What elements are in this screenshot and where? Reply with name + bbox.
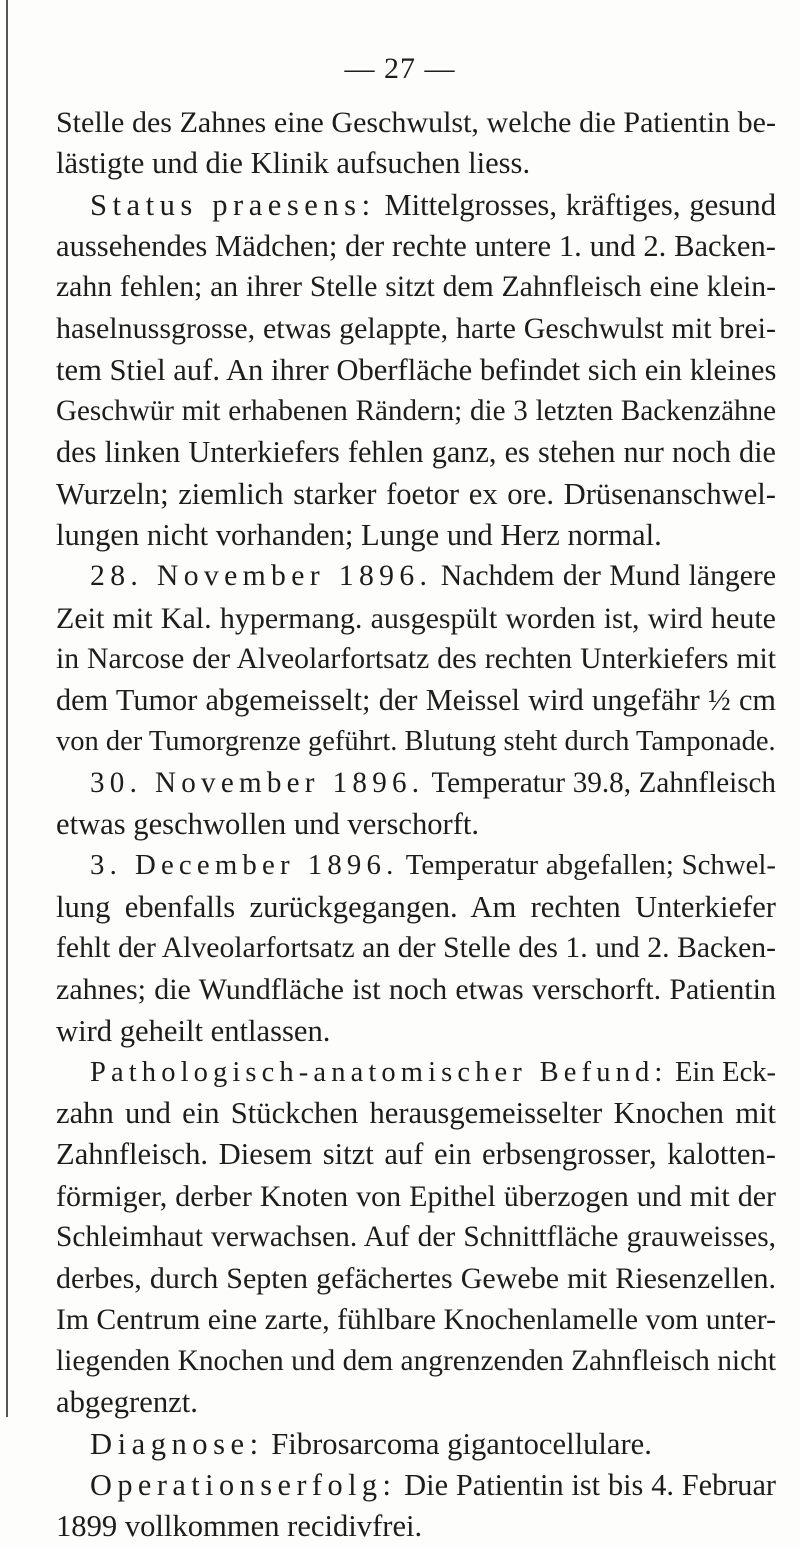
- body-text: [56, 102, 776, 1547]
- text-line: [56, 350, 776, 391]
- text-line: [56, 1217, 776, 1258]
- section-heading: Pathologisch-anatomischer Befund:: [90, 1056, 668, 1088]
- text-line: [56, 102, 776, 143]
- text-run: abgegrenzt.: [56, 1385, 198, 1420]
- text-line: [56, 1424, 776, 1465]
- text-line: [56, 308, 776, 349]
- text-run: Stelle des Zahnes eine Geschwulst, welche die Patientin be-: [56, 106, 776, 139]
- text-line: [56, 680, 776, 721]
- text-line: [56, 267, 776, 308]
- text-line: [56, 1506, 776, 1547]
- text-run: Ein Eck-: [667, 1056, 776, 1088]
- text-run: wird geheilt entlassen.: [56, 1013, 331, 1048]
- section-heading: 3. December 1896.: [90, 849, 399, 882]
- section-heading: Diagnose:: [90, 1426, 264, 1461]
- text-line: [56, 1011, 776, 1052]
- text-run: von der Tumorgrenze geführt. Blutung steht durch Tamponade.: [56, 726, 776, 758]
- text-line: [56, 556, 776, 597]
- text-line: [56, 1258, 776, 1299]
- section-heading: Operationserfolg:: [90, 1467, 397, 1502]
- text-run: zahnes; die Wundfläche ist noch etwas verschorft. Patientin: [56, 973, 776, 1007]
- text-run: 1899 vollkommen recidivfrei.: [56, 1509, 423, 1544]
- text-run: Die Patientin ist bis 4. Februar: [396, 1467, 776, 1502]
- text-run: Geschwür mit erhabenen Rändern; die 3 letzten Backenzähne: [56, 395, 776, 428]
- text-run: Zahnfleisch. Diesem sitzt auf ein erbsengrosser, kalotten-: [56, 1137, 776, 1172]
- text-line: [56, 804, 776, 845]
- section-heading: 28. November 1896.: [90, 560, 433, 593]
- text-run: liegenden Knochen und dem angrenzenden Zahnfleisch nicht: [56, 1344, 776, 1377]
- text-run: Schleimhaut verwachsen. Auf der Schnittfläche grauweisses,: [56, 1221, 776, 1254]
- text-line: [56, 1341, 776, 1382]
- text-line: [56, 1093, 776, 1134]
- text-run: Temperatur abgefallen; Schwel-: [398, 849, 777, 882]
- text-run: Mittelgrosses, kräftiges, gesund: [375, 187, 777, 222]
- text-run: lungen nicht vorhanden; Lunge und Herz normal.: [56, 517, 662, 552]
- text-line: [56, 143, 776, 184]
- text-run: dem Tumor abgemeisselt; der Meissel wird ungefähr ½ cm: [56, 683, 776, 718]
- text-run: aussehendes Mädchen; der rechte untere 1. und 2. Backen-: [56, 228, 776, 263]
- text-run: Nachdem der Mund längere: [432, 560, 776, 593]
- text-run: zahn fehlen; an ihrer Stelle sitzt dem Zahnfleisch eine klein-: [56, 271, 776, 304]
- text-run: Zeit mit Kal. hypermang. ausgespült worden ist, wird heute: [56, 601, 776, 635]
- text-run: Fibrosarcoma gigantocellulare.: [263, 1426, 652, 1461]
- text-line: [56, 887, 776, 928]
- text-run: lästigte und die Klinik aufsuchen liess.: [56, 146, 531, 181]
- text-run: fehlt der Alveolarfortsatz an der Stelle des 1. und 2. Backen-: [56, 931, 776, 964]
- text-line: [56, 928, 776, 969]
- text-run: förmiger, derber Knoten von Epithel überzogen und mit der: [56, 1179, 776, 1213]
- text-line: [56, 474, 776, 515]
- text-run: zahn und ein Stückchen herausgemeisselter Knochen mit: [56, 1096, 776, 1131]
- text-line: [56, 226, 776, 267]
- text-line: [56, 1465, 776, 1506]
- text-line: [56, 1382, 776, 1423]
- page-number: — 27 —: [344, 52, 456, 85]
- text-line: [56, 185, 776, 226]
- section-heading: Status praesens:: [90, 187, 376, 222]
- text-run: des linken Unterkiefers fehlen ganz, es stehen nur noch die: [56, 435, 776, 470]
- text-run: haselnussgrosse, etwas gelappte, harte Geschwulst mit brei-: [56, 312, 776, 346]
- text-run: Im Centrum eine zarte, fühlbare Knochenlamelle vom unter-: [56, 1303, 776, 1336]
- text-run: lung ebenfalls zurückgegangen. Am rechten Unterkiefer: [56, 889, 776, 924]
- text-line: [56, 391, 776, 432]
- text-run: Temperatur 39.8, Zahnfleisch: [424, 766, 776, 799]
- text-line: [56, 763, 776, 804]
- section-heading: 30. November 1896.: [90, 766, 425, 799]
- text-line: [56, 1176, 776, 1217]
- text-line: [56, 845, 776, 886]
- text-run: etwas geschwollen und verschorft.: [56, 807, 480, 842]
- text-run: tem Stiel auf. An ihrer Oberfläche befindet sich ein kleines: [56, 352, 777, 387]
- text-run: in Narcose der Alveolarfortsatz des rechten Unterkiefers mit: [56, 642, 776, 675]
- text-line: [56, 1134, 776, 1175]
- text-line: [56, 969, 776, 1010]
- text-line: [56, 721, 776, 762]
- text-line: [56, 432, 776, 473]
- page-edge-rule: [6, 0, 8, 1417]
- text-run: derbes, durch Septen gefächertes Gewebe mit Riesenzellen.: [56, 1262, 776, 1296]
- text-line: [56, 1300, 776, 1341]
- text-run: Wurzeln; ziemlich starker foetor ex ore. Drüsenanschwel-: [56, 476, 776, 511]
- text-line: [56, 598, 776, 639]
- text-line: [56, 515, 776, 556]
- text-line: [56, 1052, 776, 1093]
- text-line: [56, 639, 776, 680]
